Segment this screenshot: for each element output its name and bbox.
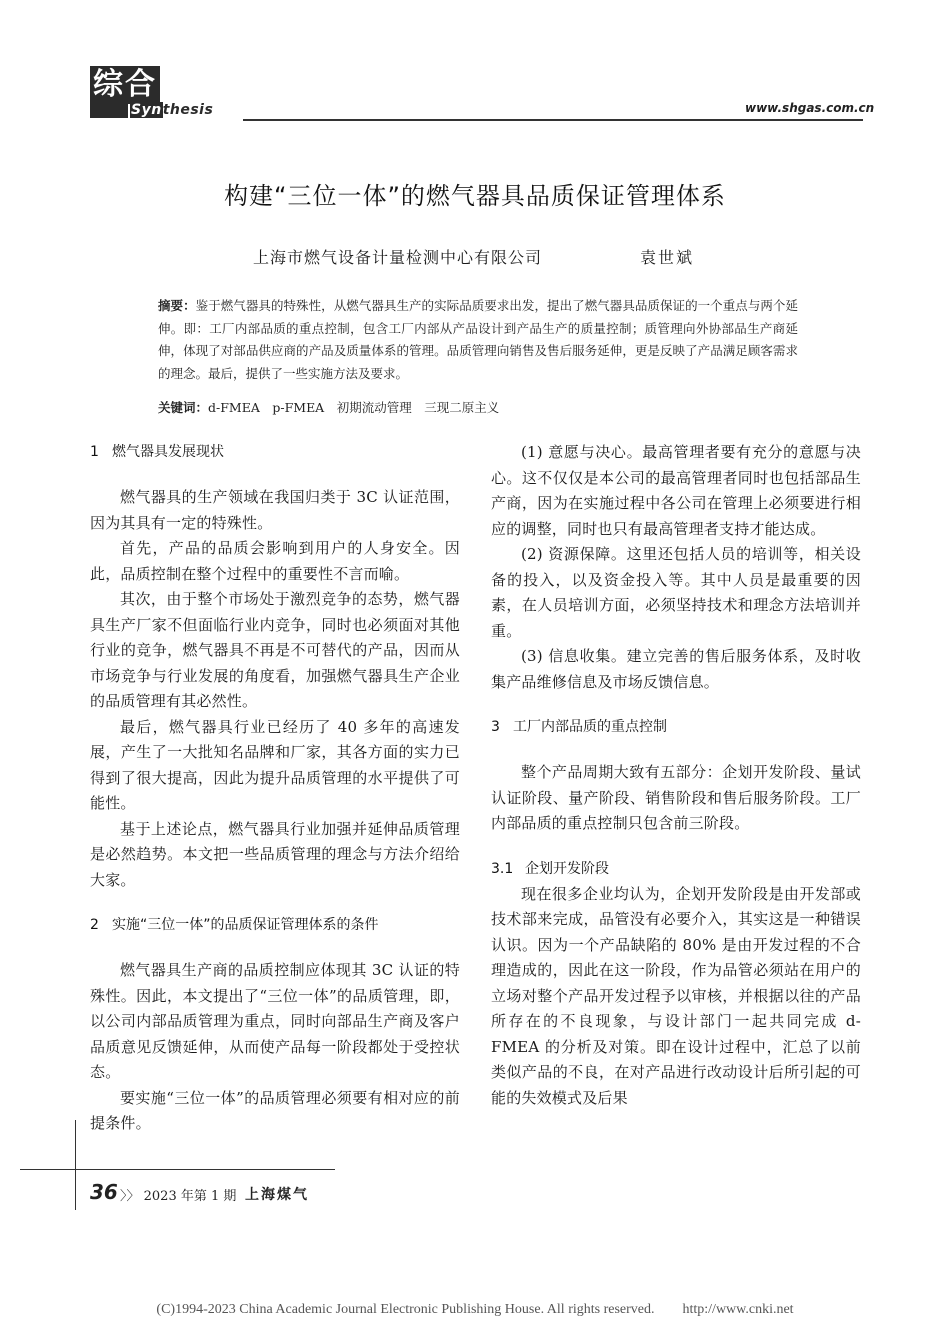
abstract-text: 鉴于燃气器具的特殊性，从燃气器具生产的实际品质要求出发，提出了燃气器具品质保证的一个重点与两个延伸。即：工厂内部品质的重点控制，包含工厂内部从产品设计到产品生产的质量控制；质管理向外协部品生产商延伸，体现了对部品供应商的产品及质量体系的管理。品质管理向销售及售后服务延伸，更是反映了产品满足顾客需求的理念。最后，提供了一些实施方法及要求。: [158, 298, 798, 381]
journal-name: 上海煤气: [245, 1187, 309, 1203]
left-column: [90, 440, 460, 1137]
right-column: [491, 440, 861, 1111]
section-3-1-paragraph: 现在很多企业均认为，企划开发阶段是由开发部或技术部来完成，品管没有必要介入，其实这是一种错误认识。因为一个产品缺陷的 80% 是由开发过程的不合理造成的，因此在这一阶段，作为品管必须站在用户的立场对整个产品开发过程予以审核，并根据以往的产品所存在的不良现象，与设计部门一起共同完成 d-FMEA 的分析及对策。即在设计过程中，汇总了以前类似产品的不良，在对产品进行改动设计后所引起的可能的失效模式及后果: [491, 884, 861, 1107]
section-3-paragraph: 整个产品周期大致有五部分：企划开发阶段、量试认证阶段、量产阶段、销售阶段和售后服务阶段。工厂内部品质的重点控制只包含前三阶段。: [491, 763, 861, 832]
site-url[interactable]: www.shgas.com.cn: [745, 101, 875, 115]
header-rule: [243, 119, 863, 121]
copyright-notice: (C)1994-2023 China Academic Journal Electronic Publishing House. All rights reserved. http://www.cnki.net: [156, 1302, 794, 1317]
section-logo-english: [130, 101, 213, 119]
section-logo-english-rest: thesis: [162, 102, 214, 118]
section-2-heading: [90, 913, 460, 938]
section-3-1-heading: [491, 857, 861, 882]
page-number: 36: [90, 1180, 118, 1204]
section-1-paragraph: 基于上述论点，燃气器具行业加强并延伸品质管理是必然趋势。本文把一些品质管理的理念与方法介绍给大家。: [90, 819, 460, 889]
section-2-paragraph: (3) 信息收集。建立完善的售后服务体系，及时收集产品维修信息及市场反馈信息。: [491, 647, 861, 691]
section-logo: 综合: [90, 66, 160, 104]
keywords-text: d-FMEA p-FMEA 初期流动管理 三现二原主义: [208, 400, 500, 415]
footer-horizontal-rule: [20, 1169, 335, 1170]
section-1-title: 燃气器具发展现状: [112, 444, 224, 460]
issue-info: 〉〉 2023 年第 1 期: [120, 1189, 237, 1204]
abstract: [158, 295, 798, 385]
section-2-number: 2: [90, 917, 99, 933]
section-3-heading: [491, 715, 861, 740]
section-1-heading: [90, 440, 460, 465]
section-2-paragraph: (1) 意愿与决心。最高管理者要有充分的意愿与决心。这不仅仅是本公司的最高管理者同时也包括部品生产商，因为在实施过程中各公司在管理上必须要进行相应的调整，同时也只有最高管理者支持才能达成。: [491, 443, 861, 538]
section-2-title: 实施“三位一体”的品质保证管理体系的条件: [112, 917, 379, 933]
section-3-1-number: 3.1: [491, 860, 514, 877]
abstract-label: 摘要：: [158, 298, 196, 313]
section-3-1-title: 企划开发阶段: [525, 860, 609, 877]
section-logo-english-highlight: Syn: [131, 102, 162, 118]
section-2-paragraph: (2) 资源保障。这里还包括人员的培训等，相关设备的投入，以及资金投入等。其中人员是最重要的因素，在人员培训方面，必须坚持技术和理念方法培训并重。: [491, 545, 861, 640]
footer-vertical-rule: [75, 1120, 76, 1210]
author-name: 袁世斌: [640, 248, 695, 267]
section-1-paragraph: 首先，产品的品质会影响到用户的人身安全。因此，品质控制在整个过程中的重要性不言而喻。: [90, 539, 460, 583]
section-2-paragraph: 燃气器具生产商的品质控制应体现其 3C 认证的特殊性。因此，本文提出了“三位一体”的品质管理，即，以公司内部品质管理为重点，同时向部品生产商及客户品质意见反馈延伸，从而使产品每一阶段都处于受控状态。: [90, 961, 460, 1081]
logo-stripe: [90, 104, 128, 118]
article-title: 构建“三位一体”的燃气器具品质保证管理体系: [224, 182, 726, 210]
section-3-number: 3: [491, 719, 500, 735]
author-affiliation: 上海市燃气设备计量检测中心有限公司: [253, 248, 543, 267]
section-1-paragraph: 最后，燃气器具行业已经历了 40 多年的高速发展，产生了一大批知名品牌和厂家，其各方面的实力已得到了很大提高，因此为提升品质管理的水平提供了可能性。: [90, 717, 460, 812]
section-2-paragraph: 要实施“三位一体”的品质管理必须要有相对应的前提条件。: [90, 1088, 460, 1132]
keywords-label: 关键词：: [158, 400, 209, 415]
section-1-paragraph: 其次，由于整个市场处于激烈竞争的态势，燃气器具生产厂家不但面临行业内竞争，同时也必须面对其他行业的竞争，燃气器具不再是不可替代的产品，因而从市场竞争与行业发展的角度看，加强燃气器具生产企业的品质管理有其必然性。: [90, 590, 460, 710]
section-1-number: 1: [90, 444, 99, 460]
section-3-title: 工厂内部品质的重点控制: [513, 719, 667, 735]
keywords: [158, 397, 798, 419]
section-1-paragraph: 燃气器具的生产领域在我国归类于 3C 认证范围，因为其具有一定的特殊性。: [90, 488, 460, 532]
